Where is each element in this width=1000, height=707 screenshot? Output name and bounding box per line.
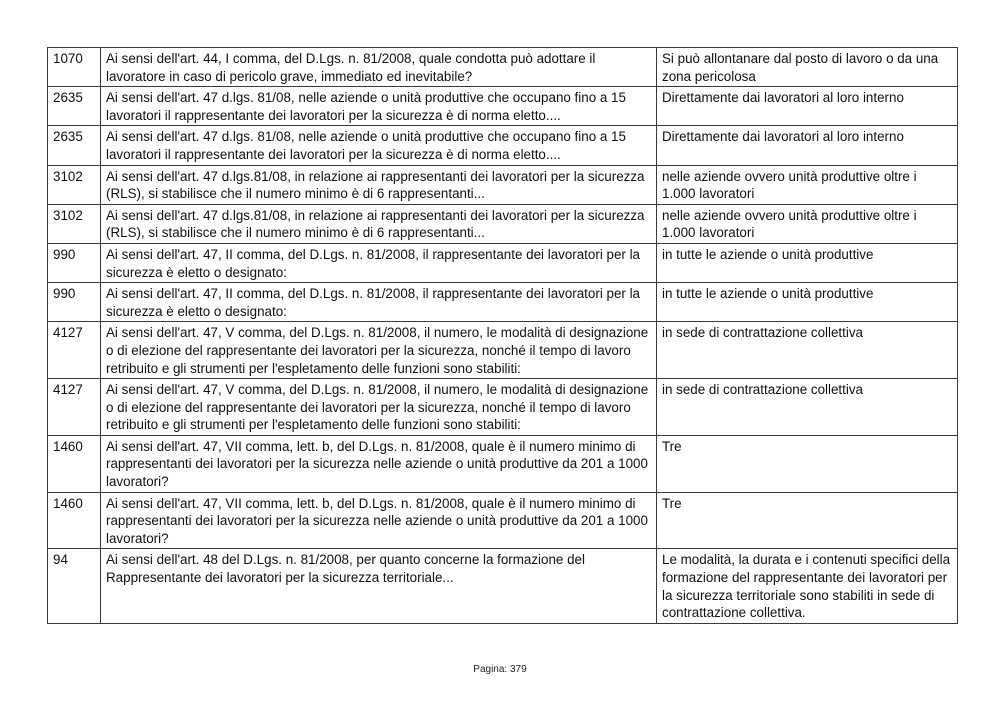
table-row	[48, 87, 958, 126]
question-text-cell: Ai sensi dell'art. 47 d.lgs. 81/08, nelle aziende o unità produttive che occupano fino a 15 lavoratori il rappresentante dei lavoratori per la sicurezza è di norma eletto....	[101, 87, 657, 126]
answer-text-cell: in sede di contrattazione collettiva	[657, 322, 958, 379]
question-id-cell: 4127	[48, 322, 101, 379]
answer-text-cell: in sede di contrattazione collettiva	[657, 379, 958, 436]
table-row	[48, 492, 958, 549]
answer-text-cell: nelle aziende ovvero unità produttive oltre i 1.000 lavoratori	[657, 165, 958, 204]
table-row	[48, 126, 958, 165]
question-text-cell: Ai sensi dell'art. 47, II comma, del D.Lgs. n. 81/2008, il rappresentante dei lavoratori per la sicurezza è eletto o designato:	[101, 283, 657, 322]
table-row	[48, 243, 958, 282]
question-text-cell: Ai sensi dell'art. 47, II comma, del D.Lgs. n. 81/2008, il rappresentante dei lavoratori per la sicurezza è eletto o designato:	[101, 243, 657, 282]
answer-text-cell: in tutte le aziende o unità produttive	[657, 283, 958, 322]
answer-text-cell: Direttamente dai lavoratori al loro interno	[657, 126, 958, 165]
question-id-cell: 1460	[48, 435, 101, 492]
table-body	[48, 48, 958, 624]
question-text-cell: Ai sensi dell'art. 47, VII comma, lett. b, del D.Lgs. n. 81/2008, quale è il numero minimo di rappresentanti dei lavoratori per la sicurezza nelle aziende o unità produttive da 201 a 1000 lavoratori?	[101, 492, 657, 549]
question-id-cell: 990	[48, 283, 101, 322]
question-text-cell: Ai sensi dell'art. 48 del D.Lgs. n. 81/2008, per quanto concerne la formazione del Rappresentante dei lavoratori per la sicurezza territoriale...	[101, 549, 657, 623]
table-row	[48, 549, 958, 623]
table-row	[48, 165, 958, 204]
question-id-cell: 2635	[48, 126, 101, 165]
question-id-cell: 3102	[48, 204, 101, 243]
answer-text-cell: Le modalità, la durata e i contenuti specifici della formazione del rappresentante dei lavoratori per la sicurezza territoriale sono stabiliti in sede di contrattazione collettiva.	[657, 549, 958, 623]
questions-table	[47, 47, 958, 624]
answer-text-cell: Direttamente dai lavoratori al loro interno	[657, 87, 958, 126]
table-row	[48, 322, 958, 379]
table-row	[48, 283, 958, 322]
question-text-cell: Ai sensi dell'art. 47 d.lgs.81/08, in relazione ai rappresentanti dei lavoratori per la sicurezza (RLS), si stabilisce che il numero minimo è di 6 rappresentanti...	[101, 165, 657, 204]
question-id-cell: 1070	[48, 48, 101, 87]
question-text-cell: Ai sensi dell'art. 47, VII comma, lett. b, del D.Lgs. n. 81/2008, quale è il numero minimo di rappresentanti dei lavoratori per la sicurezza nelle aziende o unità produttive da 201 a 1000 lavoratori?	[101, 435, 657, 492]
question-text-cell: Ai sensi dell'art. 44, I comma, del D.Lgs. n. 81/2008, quale condotta può adottare il lavoratore in caso di pericolo grave, immediato ed inevitabile?	[101, 48, 657, 87]
question-text-cell: Ai sensi dell'art. 47 d.lgs. 81/08, nelle aziende o unità produttive che occupano fino a 15 lavoratori il rappresentante dei lavoratori per la sicurezza è di norma eletto....	[101, 126, 657, 165]
table-row	[48, 379, 958, 436]
table-row	[48, 435, 958, 492]
question-id-cell: 94	[48, 549, 101, 623]
answer-text-cell: Si può allontanare dal posto di lavoro o da una zona pericolosa	[657, 48, 958, 87]
question-id-cell: 1460	[48, 492, 101, 549]
question-id-cell: 4127	[48, 379, 101, 436]
table-row	[48, 204, 958, 243]
table-row	[48, 48, 958, 87]
answer-text-cell: Tre	[657, 492, 958, 549]
question-id-cell: 2635	[48, 87, 101, 126]
answer-text-cell: Tre	[657, 435, 958, 492]
question-id-cell: 3102	[48, 165, 101, 204]
question-text-cell: Ai sensi dell'art. 47, V comma, del D.Lgs. n. 81/2008, il numero, le modalità di designazione o di elezione del rappresentante dei lavoratori per la sicurezza, nonché il tempo di lavoro retribuito e gli strumenti per l'espletamento delle funzioni sono stabiliti:	[101, 379, 657, 436]
page-footer: Pagina: 379	[473, 664, 527, 675]
answer-text-cell: in tutte le aziende o unità produttive	[657, 243, 958, 282]
question-text-cell: Ai sensi dell'art. 47, V comma, del D.Lgs. n. 81/2008, il numero, le modalità di designazione o di elezione del rappresentante dei lavoratori per la sicurezza, nonché il tempo di lavoro retribuito e gli strumenti per l'espletamento delle funzioni sono stabiliti:	[101, 322, 657, 379]
answer-text-cell: nelle aziende ovvero unità produttive oltre i 1.000 lavoratori	[657, 204, 958, 243]
question-id-cell: 990	[48, 243, 101, 282]
question-text-cell: Ai sensi dell'art. 47 d.lgs.81/08, in relazione ai rappresentanti dei lavoratori per la sicurezza (RLS), si stabilisce che il numero minimo è di 6 rappresentanti...	[101, 204, 657, 243]
